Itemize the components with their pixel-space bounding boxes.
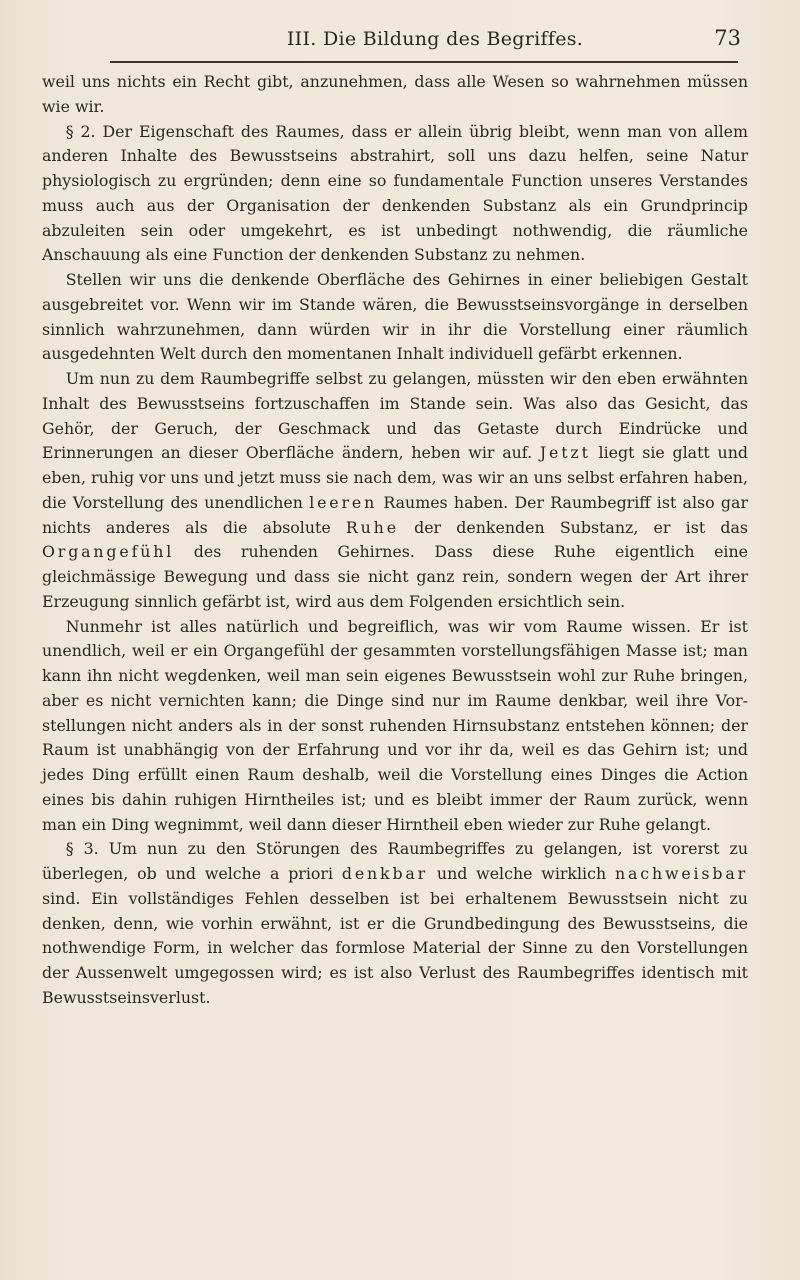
emphasized-text: denkbar (341, 864, 429, 883)
paragraph (42, 120, 748, 269)
paragraph-text: sind. Ein vollständiges Fehlen desselben ist bei erhaltenem Bewusstsein nicht zu denken, denn, wie vorhin erwähnt, ist er die Grundbedingung des Bewusstseins, die nothwendige Form, in welcher das formlose Material der Sinne zu den Vorstellungen der Aussenwelt umgegossen wird; es ist also Verlust des Raumbegriffes identisch mit Bewusstseinsverlust. (42, 888, 748, 1007)
paragraph (42, 70, 748, 120)
running-head (85, 24, 741, 56)
running-title: III. Die Bildung des Begriffes. (286, 28, 584, 50)
paragraph-text: Raumes haben. Der Raumbegriff ist also gar nichts anderes als die absolute (42, 492, 749, 537)
emphasized-text: leeren (309, 492, 378, 512)
paragraph-text: Nunmehr ist alles natürlich und begreiflich, was wir vom Raume wissen. Er ist unendlich, weil er ein Organgefühl der gesammten vorstellungsfähigen Masse ist; man kann ihn nicht wegdenken, weil man sein eigenes Bewusstsein wohl zur Ruhe bringen, aber es nicht vernichten kann; die Dinge sind nur im Raume denkbar, weil ihre Vorstellungen nicht anders als in der sonst ruhenden Hirnsubstanz entstehen können; der Raum ist unabhängig von der Erfahrung und vor ihr da, weil es das Gehirn ist; und jedes Ding erfüllt einen Raum deshalb, weil die Vorstellung eines Dinges die Action eines bis dahin ruhigen Hirntheiles ist; und es bleibt immer der Raum zurück, wenn man ein Ding wegnimmt, weil dann dieser Hirntheil eben wieder zur Ruhe gelangt. (42, 616, 748, 834)
paragraph-text: weil uns nichts ein Recht gibt, anzunehmen, dass alle Wesen so wahrnehmen müssen wie wir. (42, 72, 748, 116)
paragraph (42, 615, 748, 838)
paragraph-text: Stellen wir uns die denkende Oberfläche des Gehirnes in einer beliebigen Gestalt ausgebreitet vor. Wenn wir im Stande wären, die Bewusstseinsvorgänge in derselben sinnlich wahrzunehmen, dann würden wir in ihr die Vorstellung einer räumlich ausgedehnten Welt durch den momentanen Inhalt individuell gefärbt erkennen. (42, 270, 748, 364)
paragraph-text: liegt sie glatt und eben, ruhig vor uns und jetzt muss sie nach dem, was wir an uns selbst erfahren haben, die Vorstellung des unendlichen (42, 443, 748, 512)
paragraph-text: § 3. Um nun zu den Störungen des Raumbegriffes zu gelangen, ist vorerst zu überlegen, ob und welche a priori (42, 839, 748, 883)
emphasized-text: Jetzt (539, 443, 591, 463)
paragraph-text: und welche wirklich (428, 864, 615, 883)
paragraph-text: des ruhenden Gehirnes. Dass diese Ruhe eigentlich eine gleichmässige Bewegung und dass sie nicht ganz rein, sondern wegen der Art ihrer Erzeugung sinnlich gefärbt ist, wird aus dem Folgenden ersichtlich sein. (42, 542, 748, 611)
paragraph-text: Um nun zu dem Raumbegriffe selbst zu gelangen, müssten wir den eben erwähnten Inhalt des Bewusstseins fortzuschaffen im Stande sein. Was also das Gesicht, das Gehör, der Geruch, der Geschmack und das Getaste durch Eindrücke und Erinnerungen an dieser Oberfläche ändern, heben wir auf. (42, 369, 748, 463)
emphasized-text: Ruhe (345, 517, 399, 537)
paragraph (42, 837, 748, 1010)
paragraph (42, 367, 748, 615)
paragraph-text: der denkenden Substanz, er ist das (398, 517, 749, 537)
emphasized-text: Organgefühl (42, 542, 175, 562)
emphasized-text: nachweisbar (614, 864, 748, 883)
body-text (42, 70, 748, 1011)
page-number: 73 (714, 26, 741, 50)
header-rule (110, 61, 738, 63)
paragraph-text: § 2. Der Eigenschaft des Raumes, dass er allein übrig bleibt, wenn man von allem anderen Inhalte des Bewusstseins abstrahirt, soll uns dazu helfen, seine Natur physiologisch zu ergründen; denn eine so fundamentale Function unseres Verstandes muss auch aus der Organisation der denkenden Substanz als ein Grundprincip abzuleiten sein oder umgekehrt, es ist unbedingt nothwendig, die räumliche Anschauung als eine Function der denkenden Substanz zu nehmen. (42, 121, 748, 265)
paragraph (42, 268, 748, 367)
